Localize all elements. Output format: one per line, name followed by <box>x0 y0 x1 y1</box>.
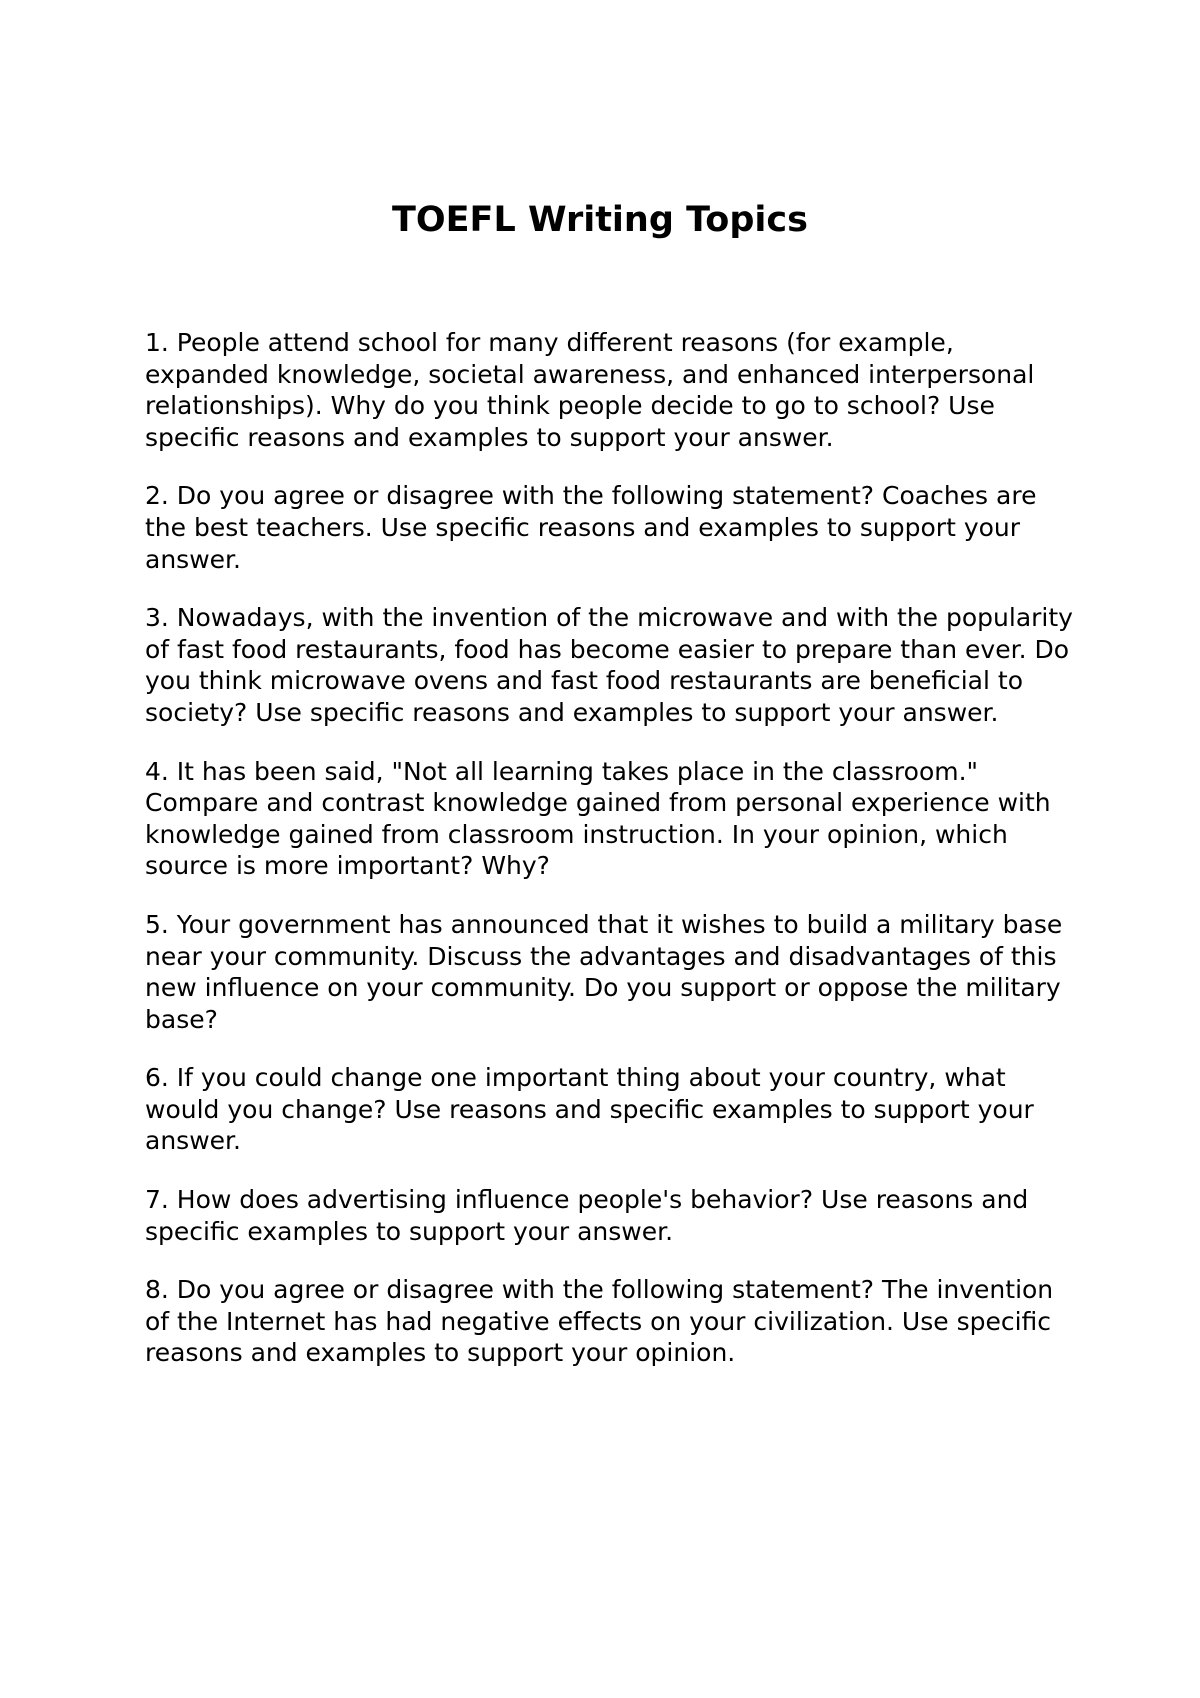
topic-item-2: 2. Do you agree or disagree with the following statement? Coaches are the best teachers. Use specific reasons and examples to support your answer. <box>145 481 1037 574</box>
topic-item-6: 6. If you could change one important thing about your country, what would you change? Use reasons and specific examples to support your answer. <box>145 1063 1034 1156</box>
topic-item-5: 5. Your government has announced that it wishes to build a military base near your community. Discuss the advantages and disadvantages of this new influence on your community. Do you support or oppose the military base? <box>145 909 1063 1034</box>
topic-list <box>145 327 1075 1396</box>
topic-item-1: 1. People attend school for many different reasons (for example, expanded knowledge, societal awareness, and enhanced interpersonal relationships). Why do you think people decide to go to school? Use specific reasons and examples to support your answer. <box>145 328 1035 452</box>
topic-item-3: 3. Nowadays, with the invention of the microwave and with the popularity of fast food restaurants, food has become easier to prepare than ever. Do you think microwave ovens and fast food restaurants are beneficial to society? Use specific reasons and examples to support your answer. <box>145 603 1073 727</box>
topic-item-7: 7. How does advertising influence people's behavior? Use reasons and specific examples to support your answer. <box>145 1185 1029 1246</box>
document-title: TOEFL Writing Topics <box>392 200 808 240</box>
topic-item-8: 8. Do you agree or disagree with the following statement? The invention of the Internet has had negative effects on your civilization. Use specific reasons and examples to support your opinion. <box>145 1275 1054 1368</box>
topic-item-4: 4. It has been said, "Not all learning takes place in the classroom." Compare and contrast knowledge gained from personal experience with knowledge gained from classroom instruction. In your opinion, which source is more important? Why? <box>145 756 1051 881</box>
